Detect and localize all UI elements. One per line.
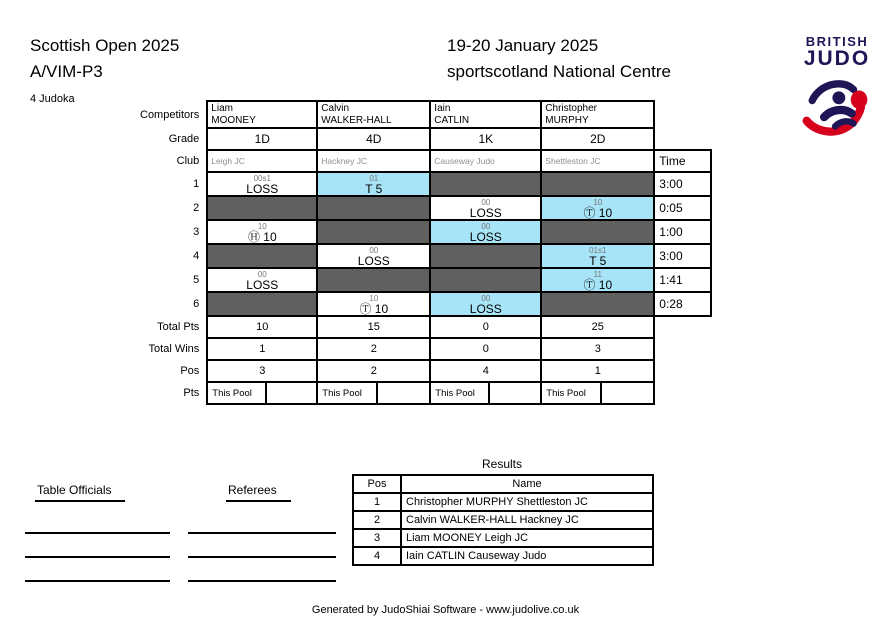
- generator-credit: Generated by JudoShiai Software - www.judolive.co.uk: [311, 604, 580, 616]
- pool-table: [140, 100, 712, 405]
- match-time: 3:00: [654, 244, 711, 268]
- grade-row: [140, 128, 711, 150]
- match-row-4: [140, 244, 711, 268]
- pos-value: 3: [207, 360, 317, 382]
- club-value: Hackney JC: [317, 150, 430, 172]
- match-cell: [541, 268, 654, 292]
- club-value: Shettleston JC: [541, 150, 654, 172]
- results-row: [353, 493, 653, 511]
- match-cell-empty: [207, 244, 317, 268]
- competitor-name-3: [430, 101, 541, 128]
- last-name: MURPHY: [545, 115, 589, 126]
- total-pts-row: [140, 316, 711, 338]
- category-code: A/VIM-P3: [30, 62, 103, 81]
- match-cell: [317, 292, 430, 316]
- match-number: 3: [140, 220, 207, 244]
- pts-row: [140, 382, 711, 404]
- match-number: 2: [140, 196, 207, 220]
- row-label-pts: Pts: [140, 382, 207, 404]
- grade-value: 1K: [430, 128, 541, 150]
- score-code: 00: [481, 294, 491, 303]
- match-row-3: [140, 220, 711, 244]
- results-row: [353, 511, 653, 529]
- score-code: 00: [369, 246, 379, 255]
- logo-text-british: BRITISH: [805, 34, 869, 49]
- competitors-row: [140, 101, 711, 128]
- row-label-grade: Grade: [140, 128, 207, 150]
- signature-line: [188, 534, 336, 558]
- referees-column: [188, 481, 336, 582]
- match-row-2: [140, 196, 711, 220]
- match-cell: [207, 268, 317, 292]
- match-number: 4: [140, 244, 207, 268]
- match-cell: [541, 196, 654, 220]
- match-cell-empty: [541, 220, 654, 244]
- match-time: 1:00: [654, 220, 711, 244]
- score-code: 11: [593, 270, 602, 279]
- match-cell: [207, 220, 317, 244]
- logo-text-judo: JUDO: [803, 47, 871, 70]
- last-name: MOONEY: [211, 115, 256, 126]
- match-number: 6: [140, 292, 207, 316]
- last-name: WALKER-HALL: [321, 115, 392, 126]
- total-wins-value: 1: [207, 338, 317, 360]
- result-name: Calvin WALKER-HALL Hackney JC: [401, 511, 653, 529]
- results-header-row: [353, 475, 653, 493]
- pts-cell: [430, 382, 541, 404]
- result-pos: 2: [353, 511, 401, 529]
- match-cell-empty: [541, 292, 654, 316]
- total-pts-value: 10: [207, 316, 317, 338]
- match-result: Ⓗ 10: [247, 230, 277, 244]
- last-name: CATLIN: [434, 115, 470, 126]
- event-date: 19-20 January 2025: [447, 36, 599, 55]
- competitor-name-2: [317, 101, 430, 128]
- first-name: Liam: [211, 103, 233, 114]
- header-center: [447, 34, 671, 84]
- match-row-5: [140, 268, 711, 292]
- signature-line: [188, 510, 336, 534]
- pts-blank-box: [490, 383, 540, 403]
- match-result: Ⓣ 10: [583, 206, 613, 220]
- score-code: 00: [257, 270, 267, 279]
- time-column-header: Time: [654, 150, 711, 172]
- match-cell: [430, 196, 541, 220]
- referees-label: Referees: [226, 483, 291, 502]
- pos-value: 2: [317, 360, 430, 382]
- match-cell-empty: [207, 292, 317, 316]
- result-name: Christopher MURPHY Shettleston JC: [401, 493, 653, 511]
- grade-value: 1D: [207, 128, 317, 150]
- judoka-count: 4 Judoka: [30, 93, 75, 105]
- total-pts-value: 25: [541, 316, 654, 338]
- result-pos: 3: [353, 529, 401, 547]
- pts-blank-box: [378, 383, 429, 403]
- competitor-name-4: [541, 101, 654, 128]
- match-cell-empty: [430, 244, 541, 268]
- result-name: Iain CATLIN Causeway Judo: [401, 547, 653, 565]
- first-name: Calvin: [321, 103, 350, 114]
- match-cell-empty: [317, 268, 430, 292]
- judoka-figure-icon: [800, 73, 874, 141]
- match-time: 3:00: [654, 172, 711, 196]
- grade-value: 4D: [317, 128, 430, 150]
- results-section: [352, 457, 652, 566]
- pts-cell: [541, 382, 654, 404]
- match-result: Ⓣ 10: [583, 278, 613, 292]
- result-pos: 4: [353, 547, 401, 565]
- match-result: LOSS: [246, 278, 279, 292]
- match-cell: [207, 172, 317, 196]
- pos-value: 4: [430, 360, 541, 382]
- match-result: LOSS: [469, 206, 502, 220]
- total-wins-value: 3: [541, 338, 654, 360]
- match-result: Ⓣ 10: [359, 302, 389, 316]
- total-wins-value: 0: [430, 338, 541, 360]
- results-table: [352, 474, 654, 566]
- this-pool-label: This Pool: [208, 383, 266, 403]
- score-code: 10: [369, 294, 379, 303]
- total-wins-row: [140, 338, 711, 360]
- match-cell-empty: [317, 196, 430, 220]
- results-title: Results: [481, 457, 522, 471]
- score-code: 01: [369, 174, 379, 183]
- row-label-total-pts: Total Pts: [140, 316, 207, 338]
- pos-row: [140, 360, 711, 382]
- match-result: LOSS: [357, 254, 390, 268]
- match-cell-empty: [430, 172, 541, 196]
- match-result: LOSS: [469, 230, 502, 244]
- match-result: LOSS: [469, 302, 502, 316]
- match-cell-empty: [207, 196, 317, 220]
- match-number: 5: [140, 268, 207, 292]
- this-pool-label: This Pool: [318, 383, 378, 403]
- row-label-competitors: Competitors: [140, 101, 207, 128]
- pos-value: 1: [541, 360, 654, 382]
- results-header-pos: Pos: [353, 475, 401, 493]
- british-judo-logo: [792, 34, 882, 146]
- pts-blank-box: [267, 383, 317, 403]
- score-code: 00: [481, 222, 491, 231]
- row-label-total-wins: Total Wins: [140, 338, 207, 360]
- result-name: Liam MOONEY Leigh JC: [401, 529, 653, 547]
- header-left: [30, 34, 179, 105]
- table-officials-label: Table Officials: [35, 483, 125, 502]
- match-cell: [430, 220, 541, 244]
- event-venue: sportscotland National Centre: [447, 62, 671, 81]
- results-row: [353, 547, 653, 565]
- match-number: 1: [140, 172, 207, 196]
- results-row: [353, 529, 653, 547]
- row-label-pos: Pos: [140, 360, 207, 382]
- this-pool-label: This Pool: [542, 383, 602, 403]
- match-cell: [430, 292, 541, 316]
- signature-line: [25, 534, 170, 558]
- match-result: T 5: [589, 254, 607, 268]
- score-code: 10: [593, 198, 603, 207]
- club-row: [140, 150, 711, 172]
- pts-cell: [207, 382, 317, 404]
- total-pts-value: 0: [430, 316, 541, 338]
- total-wins-value: 2: [317, 338, 430, 360]
- officials-section: [25, 481, 336, 582]
- pts-cell: [317, 382, 430, 404]
- club-value: Causeway Judo: [430, 150, 541, 172]
- results-header-name: Name: [401, 475, 653, 493]
- total-pts-value: 15: [317, 316, 430, 338]
- result-pos: 1: [353, 493, 401, 511]
- match-cell-empty: [541, 172, 654, 196]
- score-code: 01s1: [589, 246, 607, 255]
- match-cell-empty: [430, 268, 541, 292]
- row-label-club: Club: [140, 150, 207, 172]
- match-row-1: [140, 172, 711, 196]
- match-cell-empty: [317, 220, 430, 244]
- match-result: T 5: [365, 182, 383, 196]
- tournament-title: Scottish Open 2025: [30, 36, 180, 55]
- table-officials-column: [25, 481, 170, 582]
- grade-value: 2D: [541, 128, 654, 150]
- match-cell: [317, 172, 430, 196]
- club-value: Leigh JC: [207, 150, 317, 172]
- this-pool-label: This Pool: [431, 383, 490, 403]
- signature-line: [25, 558, 170, 582]
- first-name: Iain: [434, 103, 451, 114]
- match-time: 0:05: [654, 196, 711, 220]
- match-cell: [541, 244, 654, 268]
- match-time: 0:28: [654, 292, 711, 316]
- score-code: 10: [257, 222, 267, 231]
- score-code: 00s1: [253, 174, 271, 183]
- signature-line: [25, 510, 170, 534]
- score-code: 00: [481, 198, 491, 207]
- match-row-6: [140, 292, 711, 316]
- signature-line: [188, 558, 336, 582]
- match-result: LOSS: [246, 182, 279, 196]
- match-time: 1:41: [654, 268, 711, 292]
- first-name: Christopher: [545, 103, 597, 114]
- competitor-name-1: [207, 101, 317, 128]
- match-cell: [317, 244, 430, 268]
- pts-blank-box: [602, 383, 653, 403]
